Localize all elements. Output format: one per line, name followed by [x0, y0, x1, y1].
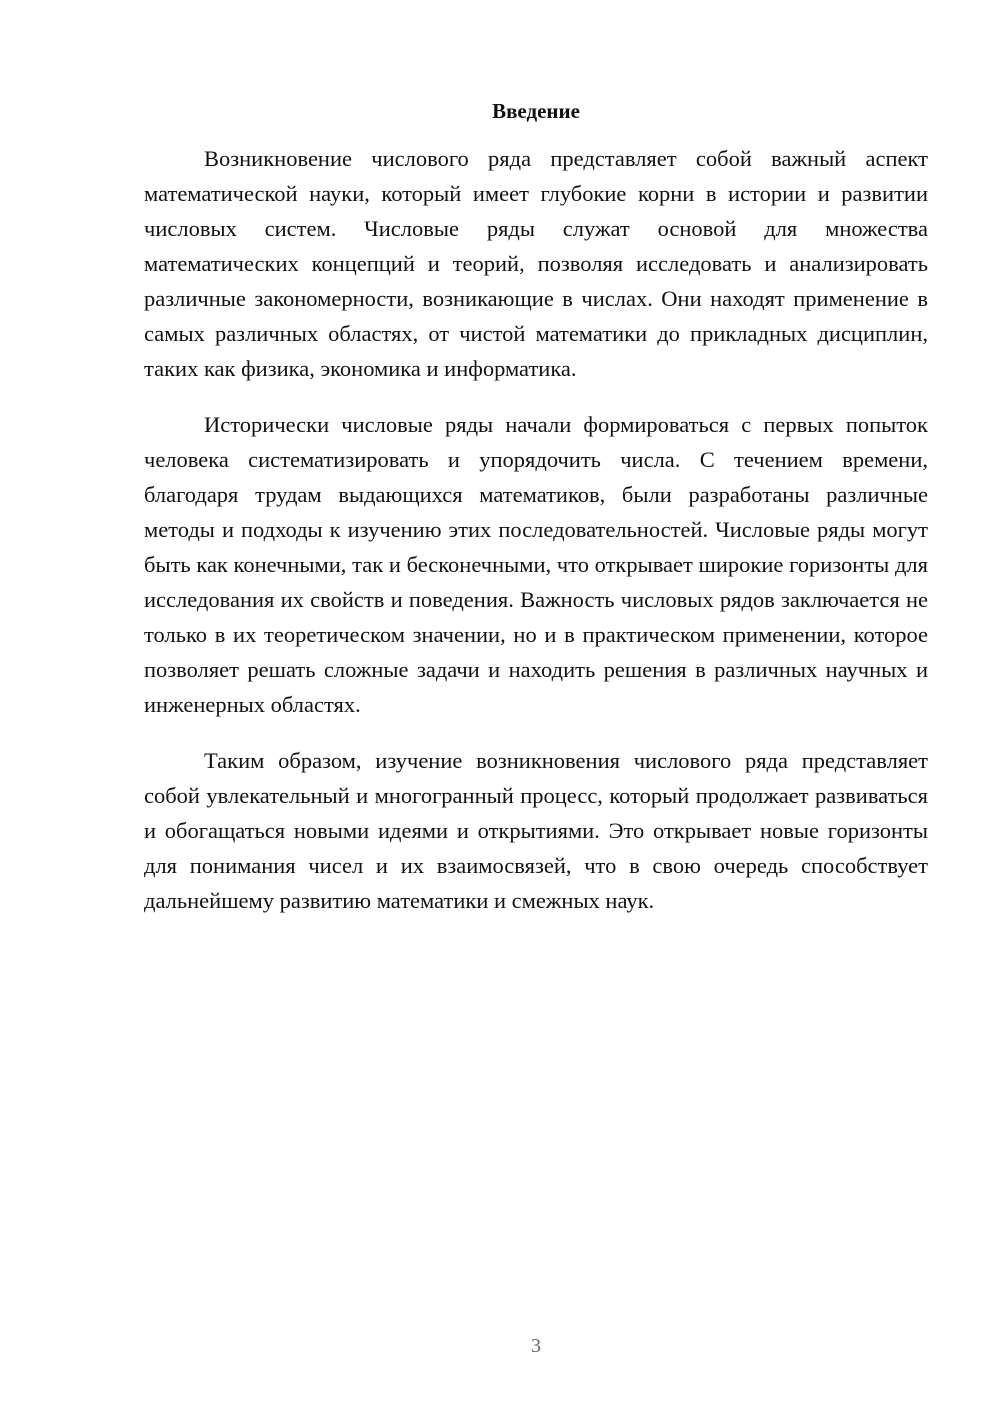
paragraph-3: Таким образом, изучение возникновения числового ряда представляет собой увлекательный и многогранный процесс, который продолжает развиваться и обогащаться новыми идеями и открытиями. Это открывает новые горизонты для понимания чисел и их взаимосвязей, что в свою очередь способствует дальнейшему развитию математики и смежных наук.: [144, 748, 928, 913]
body-text: [144, 141, 928, 939]
section-heading: Введение: [492, 99, 580, 123]
paragraph-1: Возникновение числового ряда представляет собой важный аспект математической науки, который имеет глубокие корни в истории и развитии числовых систем. Числовые ряды служат основой для множества математических концепций и теорий, позволяя исследовать и анализировать различные закономерности, возникающие в числах. Они находят применение в самых различных областях, от чистой математики до прикладных дисциплин, таких как физика, экономика и информатика.: [144, 146, 928, 381]
paragraph-2: Исторически числовые ряды начали формироваться с первых попыток человека систематизировать и упорядочить числа. С течением времени, благодаря трудам выдающихся математиков, были разработаны различные методы и подходы к изучению этих последовательностей. Числовые ряды могут быть как конечными, так и бесконечными, что открывает широкие горизонты для исследования их свойств и поведения. Важность числовых рядов заключается не только в их теоретическом значении, но и в практическом применении, которое позволяет решать сложные задачи и находить решения в различных научных и инженерных областях.: [144, 412, 928, 717]
page-number: 3: [531, 1335, 541, 1357]
